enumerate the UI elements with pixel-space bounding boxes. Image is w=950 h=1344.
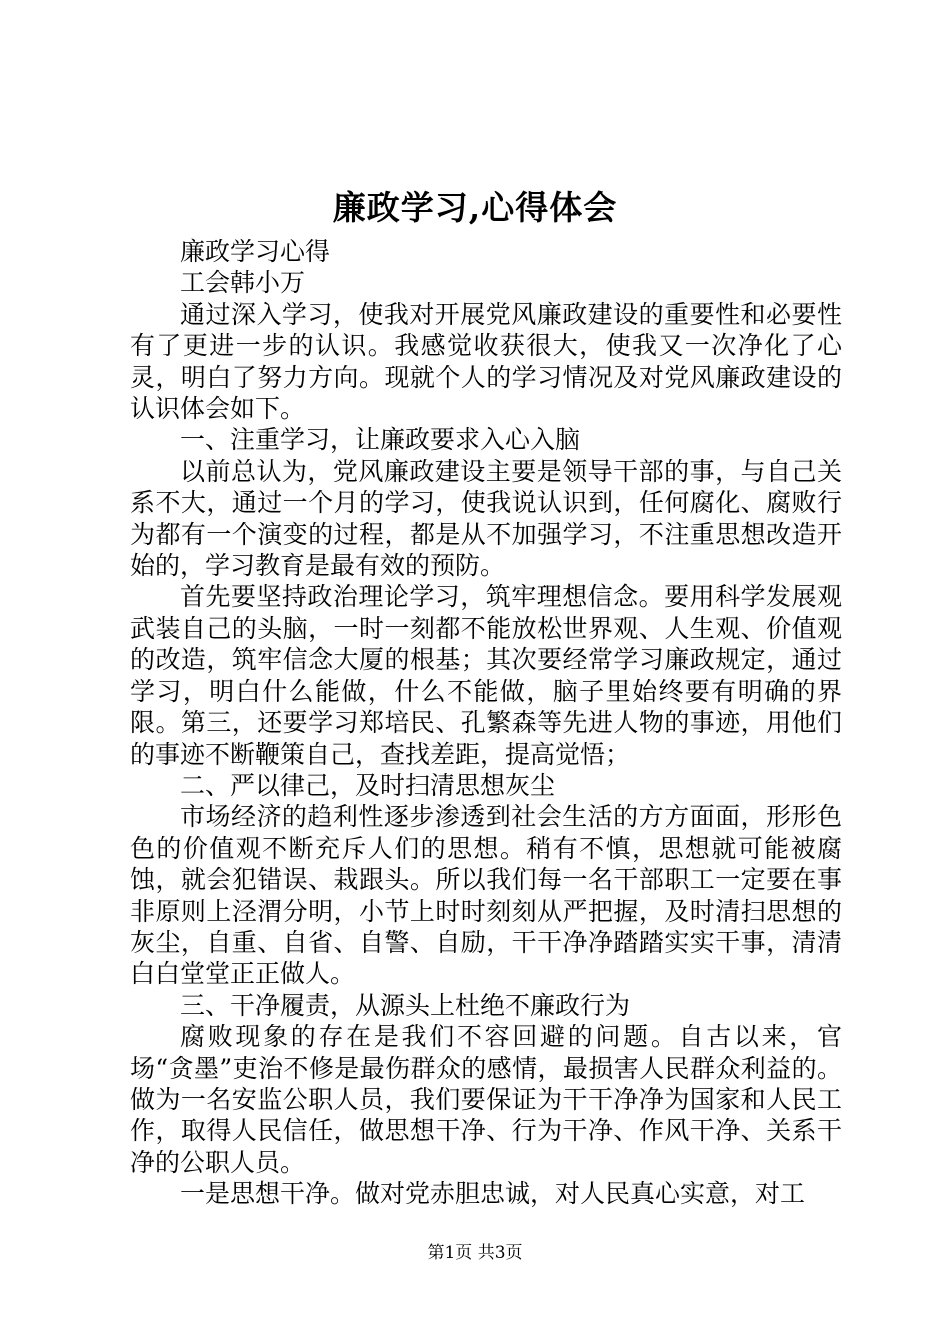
document-title: 廉政学习,心得体会 [332, 188, 618, 227]
paragraph-heading: 廉政学习心得 [180, 237, 331, 266]
paragraph: 首先要坚持政治理论学习，筑牢理想信念。要用科学发展观武装自己的头脑，一时一刻都不能放松世界观、人生观、价值观的改造，筑牢信念大厦的根基；其次要经常学习廉政规定，通过学习，明白什么能做，什么不能做，脑子里始终要有明确的界限。第三，还要学习郑培民、孔繁森等先进人物的事迹，用他们的事迹不断鞭策自己，查找差距，提高觉悟； [130, 582, 842, 769]
document-body [130, 236, 842, 1210]
section-heading-3: 三、干净履责，从源头上杜绝不廉政行为 [180, 990, 631, 1020]
page-number-footer: 第1页 共3页 [427, 1243, 523, 1263]
paragraph: 以前总认为，党风廉政建设主要是领导干部的事，与自己关系不大，通过一个月的学习，使我说认识到，任何腐化、腐败行为都有一个演变的过程，都是从不加强学习，不注重思想改造开始的，学习教育是最有效的预防。 [130, 456, 842, 581]
paragraph-intro: 通过深入学习，使我对开展党风廉政建设的重要性和必要性有了更进一步的认识。我感觉收获很大，使我又一次净化了心灵，明白了努力方向。现就个人的学习情况及对党风廉政建设的认识体会如下。 [130, 299, 842, 424]
paragraph: 腐败现象的存在是我们不容回避的问题。自古以来，官场“贪墨”吏治不修是最伤群众的感情，最损害人民群众利益的。做为一名安监公职人员，我们要保证为干干净净为国家和人民工作，取得人民信任，做思想干净、行为干净、作风干净、关系干净的公职人员。 [130, 1022, 842, 1177]
paragraph: 市场经济的趋利性逐步渗透到社会生活的方方面面，形形色色的价值观不断充斥人们的思想。稍有不慎，思想就可能被腐蚀，就会犯错误、栽跟头。所以我们每一名干部职工一定要在事非原则上泾渭分明，小节上时时刻刻从严把握，及时清扫思想的灰尘，自重、自省、自警、自励，干干净净踏踏实实干事，清清白白堂堂正正做人。 [130, 802, 842, 989]
paragraph-author: 工会韩小万 [180, 268, 306, 298]
section-heading-2: 二、严以律己，及时扫清思想灰尘 [180, 770, 556, 800]
section-heading-1: 一、注重学习，让廉政要求入心入脑 [180, 425, 581, 455]
paragraph: 一是思想干净。做对党赤胆忠诚，对人民真心实意，对工 [180, 1179, 806, 1209]
